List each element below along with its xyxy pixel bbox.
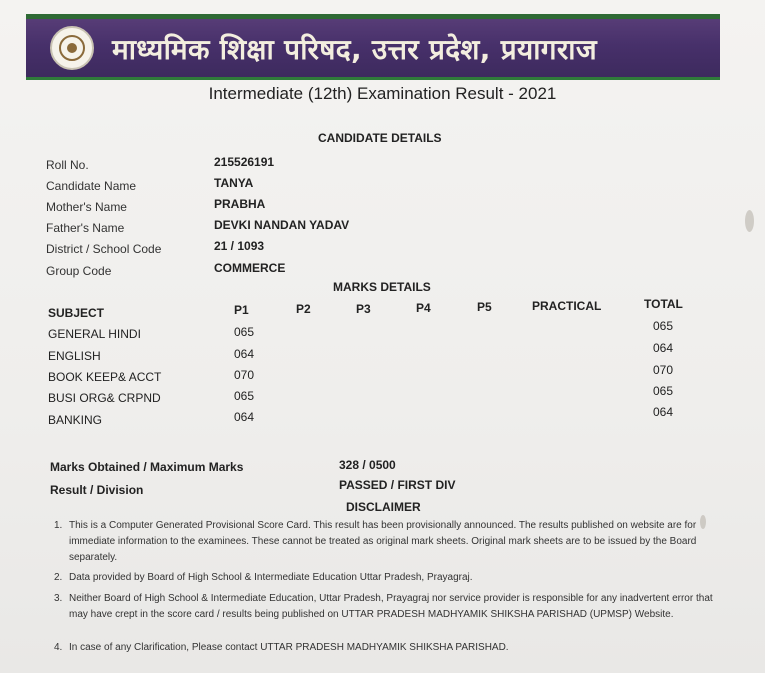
disclaimer-item-number: 2. bbox=[54, 572, 63, 583]
disclaimer-item-text: In case of any Clarification, Please contact UTTAR PRADESH MADHYAMIK SHIKSHA PARISHAD. bbox=[69, 642, 509, 653]
disclaimer-item bbox=[54, 518, 714, 566]
disclaimer-item-text: This is a Computer Generated Provisional Score Card. This result has been provisionally announced. The results published on website are for immediate information to the examinees. These cannot be treated as original mark sheets. Original mark sheets are to be issued by the Board separately. bbox=[69, 520, 697, 563]
col-total: TOTAL bbox=[644, 297, 683, 311]
mother-name-label: Mother's Name bbox=[46, 200, 127, 214]
col-subject: SUBJECT bbox=[48, 306, 105, 320]
disclaimer-item-number: 4. bbox=[54, 642, 63, 653]
col-p5: P5 bbox=[477, 300, 492, 314]
marks-details-heading: MARKS DETAILS bbox=[333, 280, 431, 294]
up-board-emblem-icon bbox=[50, 26, 94, 70]
disclaimer-item bbox=[54, 591, 714, 623]
table-row-subject: GENERAL HINDI bbox=[48, 327, 141, 341]
paper-stain bbox=[745, 210, 754, 232]
table-row-total: 064 bbox=[653, 405, 674, 419]
table-row-total: 070 bbox=[653, 363, 674, 377]
col-p4: P4 bbox=[416, 301, 431, 315]
mother-name-value: PRABHA bbox=[214, 197, 266, 211]
col-p1: P1 bbox=[234, 303, 249, 317]
father-name-label: Father's Name bbox=[46, 221, 125, 235]
disclaimer-item-number: 3. bbox=[54, 593, 63, 604]
exam-title: Intermediate (12th) Examination Result - 2021 bbox=[208, 84, 557, 103]
col-p2: P2 bbox=[296, 302, 311, 316]
table-row-subject: BUSI ORG& CRPND bbox=[48, 391, 161, 405]
school-code-label: District / School Code bbox=[46, 242, 162, 256]
marks-obtained-label: Marks Obtained / Maximum Marks bbox=[50, 460, 244, 474]
table-row-subject: ENGLISH bbox=[48, 349, 101, 363]
table-row-subject: BANKING bbox=[48, 413, 103, 427]
disclaimer-item bbox=[54, 640, 714, 656]
table-row-total: 064 bbox=[653, 341, 674, 355]
roll-no-value: 215526191 bbox=[214, 155, 275, 169]
candidate-details-heading: CANDIDATE DETAILS bbox=[318, 131, 442, 145]
disclaimer-heading: DISCLAIMER bbox=[346, 500, 421, 514]
table-row-total: 065 bbox=[653, 319, 674, 333]
father-name-value: DEVKI NANDAN YADAV bbox=[214, 218, 350, 232]
table-row-p1: 064 bbox=[234, 410, 255, 424]
disclaimer-item bbox=[54, 570, 714, 586]
table-row-p1: 065 bbox=[234, 325, 255, 339]
group-code-value: COMMERCE bbox=[214, 261, 286, 275]
disclaimer-item-text: Neither Board of High School & Intermediate Education, Uttar Pradesh, Prayagraj nor service provider is responsible for any inadvertent error that may have crept in the score card / results being published on UTTAR PRADESH MADHYAMIK SHIKSHA PARISHAD (UPMSP) Website. bbox=[69, 593, 713, 620]
banner-stripe bbox=[26, 14, 720, 19]
candidate-name-value: TANYA bbox=[214, 176, 254, 190]
col-practical: PRACTICAL bbox=[532, 299, 602, 313]
marks-obtained-value: 328 / 0500 bbox=[339, 458, 396, 472]
disclaimer-item-text: Data provided by Board of High School & Intermediate Education Uttar Pradesh, Prayagraj. bbox=[69, 572, 473, 583]
roll-no-label: Roll No. bbox=[46, 158, 89, 172]
table-row-p1: 065 bbox=[234, 389, 255, 403]
group-code-label: Group Code bbox=[46, 264, 112, 278]
table-row-subject: BOOK KEEP& ACCT bbox=[48, 370, 162, 384]
result-value: PASSED / FIRST DIV bbox=[339, 478, 456, 492]
school-code-value: 21 / 1093 bbox=[214, 239, 265, 253]
result-label: Result / Division bbox=[50, 483, 144, 497]
table-row-total: 065 bbox=[653, 384, 674, 398]
disclaimer-item-number: 1. bbox=[54, 520, 63, 531]
candidate-name-label: Candidate Name bbox=[46, 179, 137, 193]
board-title: माध्यमिक शिक्षा परिषद, उत्तर प्रदेश, प्रयागराज bbox=[112, 33, 597, 66]
table-row-p1: 064 bbox=[234, 347, 255, 361]
table-row-p1: 070 bbox=[234, 368, 255, 382]
col-p3: P3 bbox=[356, 302, 371, 316]
